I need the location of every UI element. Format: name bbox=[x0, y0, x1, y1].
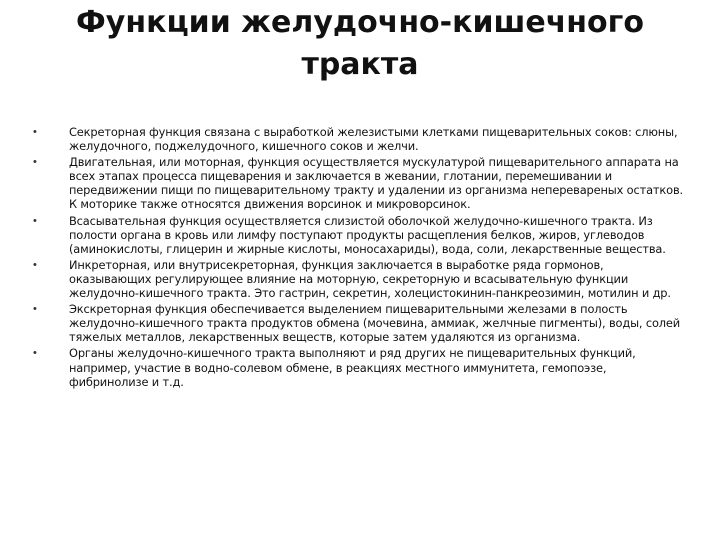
bullet-term: Двигательная bbox=[69, 155, 153, 170]
bullet-item-absorption bbox=[0, 214, 720, 256]
bullet-text bbox=[69, 214, 689, 256]
bullet-body: функция обеспечивается выделением пищеварительными железами в полость желудочно-кишечного тракта продуктов обмена (мочевина, аммиак, желчные пигменты), воды, солей тяжелых металлов, лекарственных веществ, которые затем удаляются из организма. bbox=[69, 302, 681, 345]
bullet-icon: • bbox=[33, 156, 37, 169]
bullet-text bbox=[69, 125, 689, 153]
bullet-text bbox=[69, 258, 689, 300]
slide-title: Функции желудочно-кишечного тракта bbox=[76, 5, 644, 82]
bullet-icon: • bbox=[33, 303, 37, 316]
bullet-item-other bbox=[0, 346, 720, 388]
bullet-icon: • bbox=[33, 347, 37, 360]
bullet-item-motor bbox=[0, 155, 720, 211]
bullet-term: Секреторная bbox=[69, 125, 146, 139]
bullet-body: , или моторная, функция осуществляется мускулатурой пищеварительного аппарата на всех этапах процесса пищеварения и заключается в жевании, глотании, перемешивании и передвижении пищи по пищеварительному тракту и удалении из организма неперевареных остатков. К моторике также относятся движения ворсинок и микроворсинок. bbox=[69, 155, 683, 212]
bullet-text bbox=[69, 302, 689, 344]
bullet-body: функция связана с выработкой железистыми клетками пищеварительных соков: слюны, желудочного, поджелудочного, кишечного соков и желчи. bbox=[69, 125, 678, 154]
bullet-body: , или внутрисекреторная, функция заключается в выработке ряда гормонов, оказывающих регулирующее влияние на моторную, секреторную и всасывательную функции желудочно-кишечного тракта. Это гастрин, секретин, холецистокинин-панкреозимин, мотилин и др. bbox=[69, 257, 671, 301]
bullet-body: функция осуществляется слизистой оболочкой желудочно-кишечного тракта. Из полости органа в кровь или лимфу поступают продукты расщепления белков, жиров, углеводов (аминокислоты, глицерин и жирные кислоты, моносахариды), вода, соли, лекарственные вещества. bbox=[69, 213, 666, 256]
bullet-term: Всасывательная bbox=[69, 213, 166, 228]
bullet-term: Инкреторная bbox=[69, 257, 147, 272]
bullet-icon: • bbox=[33, 258, 37, 271]
bullet-list bbox=[0, 125, 720, 391]
bullet-term: Экскреторная bbox=[69, 302, 152, 317]
bullet-item-incretory bbox=[0, 258, 720, 300]
bullet-text bbox=[69, 346, 689, 388]
bullet-icon: • bbox=[33, 126, 37, 138]
bullet-icon: • bbox=[33, 214, 37, 227]
bullet-item-excretory bbox=[0, 302, 720, 344]
bullet-body: Органы желудочно-кишечного тракта выполняют и ряд других не пищеварительных функций, например, участие в водно-солевом обмене, в реакциях местного иммунитета, гемопоэзе, фибринолизе и т.д. bbox=[69, 346, 636, 389]
bullet-item-secretory bbox=[0, 125, 720, 153]
bullet-text bbox=[69, 155, 689, 211]
